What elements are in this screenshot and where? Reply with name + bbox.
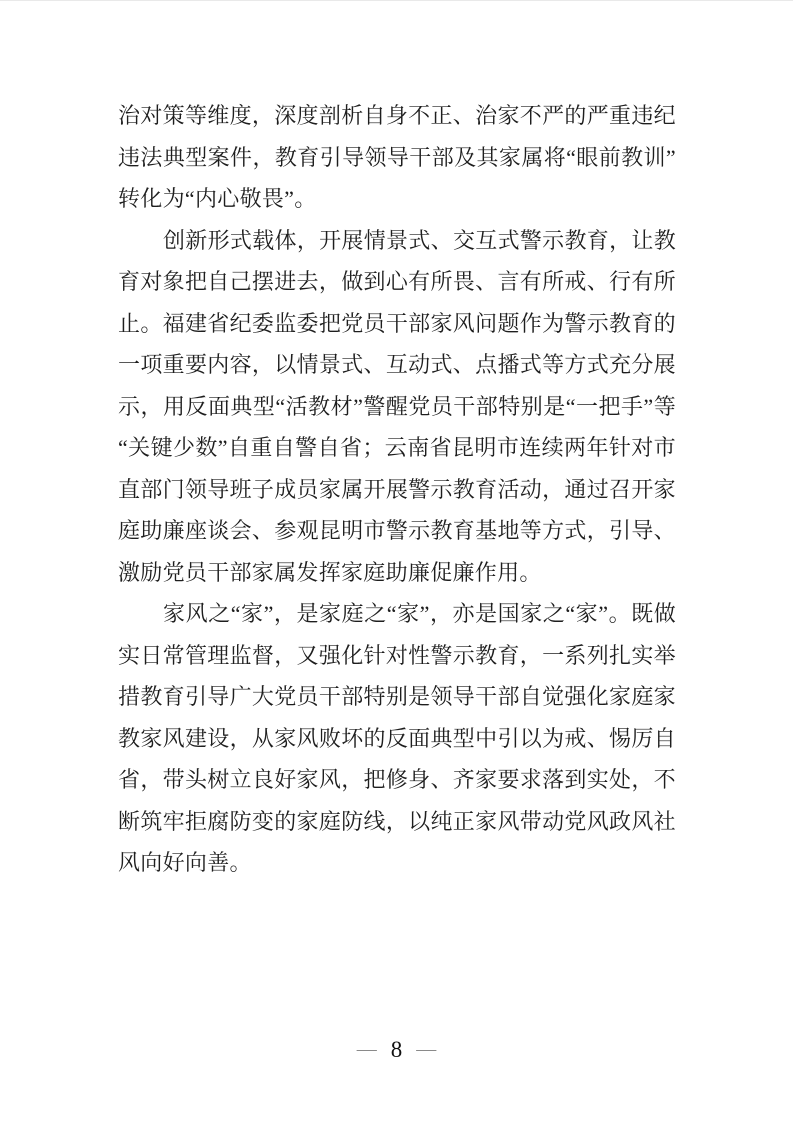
footer-dash-right: — [416,1038,437,1060]
document-body [118,95,676,884]
paragraph-continuation: 治对策等维度，深度剖析自身不正、治家不严的严重违纪违法典型案件，教育引导领导干部及其家属将“眼前教训”转化为“内心敬畏”。 [118,103,676,211]
page-number: 8 [390,1037,403,1062]
footer-dash-left: — [356,1038,377,1060]
page-footer [0,1037,793,1063]
paragraph-family-values-conclusion: 家风之“家”，是家庭之“家”，亦是国家之“家”。既做实日常管理监督，又强化针对性警示教育，一系列扎实举措教育引导广大党员干部特别是领导干部自觉强化家庭家教家风建设，从家风败坏的反面典型中引以为戒、惕厉自省，带头树立良好家风，把修身、齐家要求落到实处，不断筑牢拒腐防变的家庭防线，以纯正家风带动党风政风社风向好向善。 [118,601,676,875]
paragraph-warning-education: 创新形式载体，开展情景式、交互式警示教育，让教育对象把自己摆进去，做到心有所畏、言有所戒、行有所止。福建省纪委监委把党员干部家风问题作为警示教育的一项重要内容，以情景式、互动式、点播式等方式充分展示，用反面典型“活教材”警醒党员干部特别是“一把手”等“关键少数”自重自警自省；云南省昆明市连续两年针对市直部门领导班子成员家属开展警示教育活动，通过召开家庭助廉座谈会、参观昆明市警示教育基地等方式，引导、激励党员干部家属发挥家庭助廉促廉作用。 [118,227,676,585]
